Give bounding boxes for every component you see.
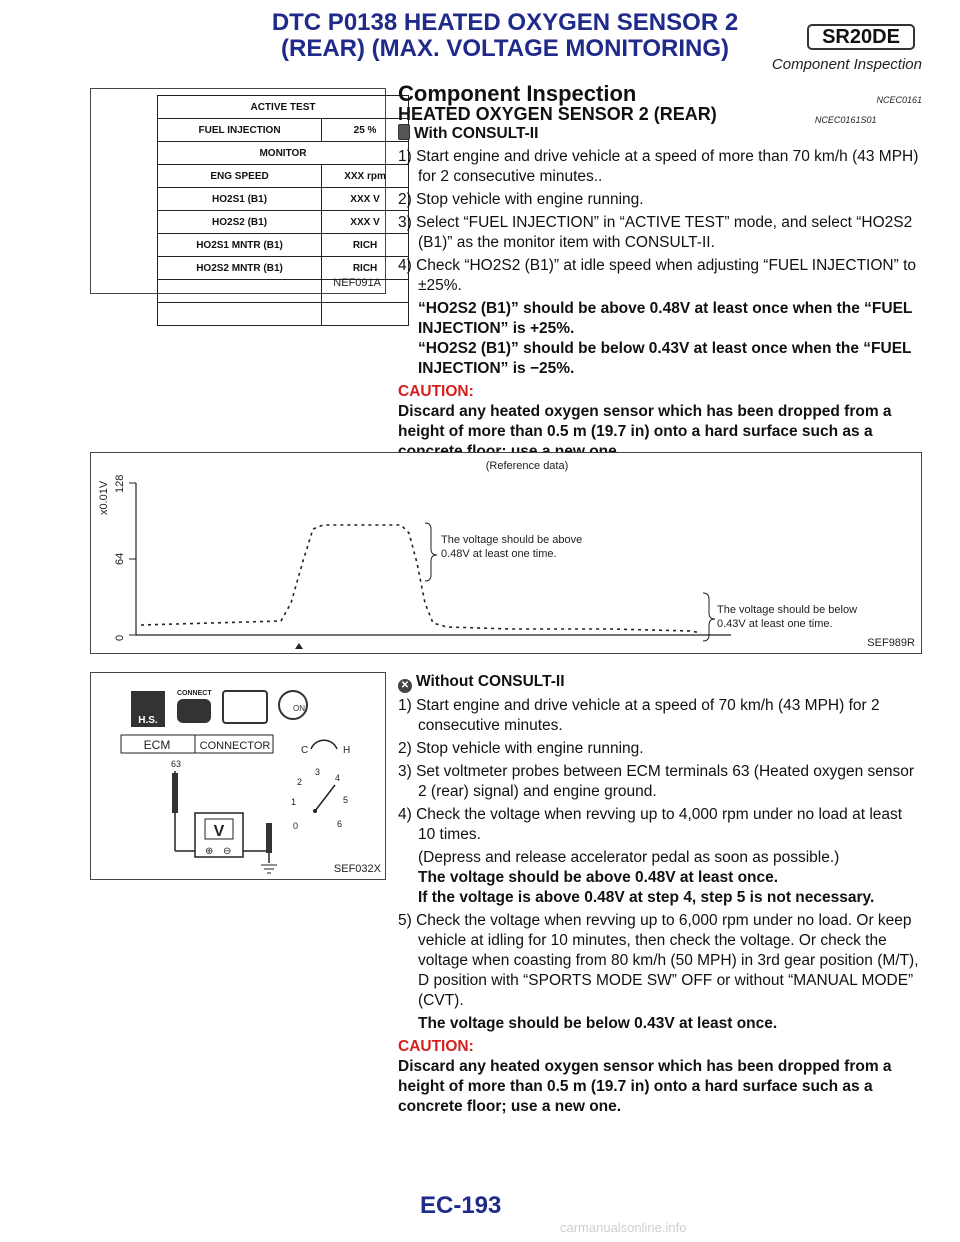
consult-cell: RICH <box>322 257 409 280</box>
probe-negative <box>266 823 272 853</box>
temp-gauge-h: H <box>343 745 351 756</box>
consult-table <box>157 95 409 326</box>
figure-voltmeter <box>90 672 386 880</box>
figure-consult-screen <box>90 88 386 294</box>
annotation-below-line2: 0.43V at least one time. <box>717 618 833 630</box>
step-2: 2) Stop vehicle with engine running. <box>398 740 644 757</box>
consult-row <box>158 188 409 211</box>
tacho-4: 4 <box>335 773 341 783</box>
marker-arrow <box>295 643 303 649</box>
consult-cell: 25 % <box>322 119 409 142</box>
step-4: 4) Check the voltage when revving up to 4,000 rpm under no load at least 10 times. <box>398 806 903 843</box>
section-code: NCEC0161 <box>876 95 922 105</box>
figure-id: SEF032X <box>333 863 381 875</box>
with-consult-label: With CONSULT-II <box>398 124 922 144</box>
temp-gauge-c: C <box>301 745 309 756</box>
caution-text: Discard any heated oxygen sensor which has been dropped from a height of more than 0.5 m (19.7 in) onto a hard surface such as a concrete floor; use a new one. <box>398 1058 892 1115</box>
hs-label: H.S. <box>138 715 158 726</box>
voltmeter-diagram <box>91 673 385 879</box>
ecm-label: ECM <box>143 738 171 752</box>
step-3: 3) Set voltmeter probes between ECM terminals 63 (Heated oxygen sensor 2 (rear) signal) and engine ground. <box>398 763 915 800</box>
connect-label: CONNECT <box>177 690 212 697</box>
consult-cell: RICH <box>322 234 409 257</box>
bracket-above <box>425 523 437 581</box>
step-4-spec: The voltage should be above 0.48V at least once. <box>418 869 779 886</box>
annotation-above-line2: 0.48V at least one time. <box>441 548 557 560</box>
y-tick-64: 64 <box>114 552 126 565</box>
voltmeter-v: V <box>213 823 225 840</box>
step-1: 1) Start engine and drive vehicle at a speed of 70 km/h (43 MPH) for 2 consecutive minutes. <box>398 697 880 734</box>
caution-label: CAUTION: <box>398 1038 474 1055</box>
consult-row <box>158 96 409 119</box>
consult-cell: XXX V <box>322 188 409 211</box>
caution-label: CAUTION: <box>398 383 474 400</box>
consult-cell: HO2S1 (B1) <box>158 188 322 211</box>
consult-row <box>158 142 409 165</box>
terminal-63-label: 63 <box>171 759 182 769</box>
section-heading: Component Inspection NCEC0161 <box>398 84 922 104</box>
consult-cell: FUEL INJECTION <box>158 119 322 142</box>
connector-plug-icon <box>177 699 211 723</box>
step-1: 1) Start engine and drive vehicle at a speed of more than 70 km/h (43 MPH) for 2 consecutive minutes.. <box>398 148 919 185</box>
page-number: EC-193 <box>420 1192 502 1219</box>
consult-cell: MONITOR <box>158 142 409 165</box>
probe-positive <box>172 773 178 813</box>
step-5: 5) Check the voltage when revving up to 6,000 rpm under no load. Or keep vehicle at idling for 10 minutes, then check the voltage. Or check the voltage when coasting from 80 km/h (50 MPH) in 3rd gear position (M/T), D position with “SPORTS MODE SW” OFF or without “MANUAL MODE” (CVT). <box>398 912 919 1009</box>
annotation-below-line1: The voltage should be below <box>717 604 858 616</box>
voltmeter-minus: ⊖ <box>223 846 232 857</box>
figure-id: NEF091A <box>333 277 381 289</box>
voltage-trace <box>141 525 701 633</box>
step-4-skip-note: If the voltage is above 0.48V at step 4, step 5 is not necessary. <box>418 889 875 906</box>
consult-row <box>158 165 409 188</box>
voltage-waveform-chart <box>91 453 921 653</box>
page-title <box>210 10 800 62</box>
consult-row <box>158 119 409 142</box>
consult-cell: HO2S2 MNTR (B1) <box>158 257 322 280</box>
page-title-line1: DTC P0138 HEATED OXYGEN SENSOR 2 <box>271 9 739 36</box>
consult-cell: ACTIVE TEST <box>158 96 409 119</box>
consult-row <box>158 234 409 257</box>
consult-row <box>158 211 409 234</box>
section-consult <box>398 81 922 462</box>
figure-reference-chart <box>90 452 922 654</box>
y-tick-128: 128 <box>114 474 126 493</box>
tacho-1: 1 <box>291 797 297 807</box>
consult-icon <box>398 124 410 140</box>
chart-title: (Reference data) <box>485 460 569 472</box>
step-2: 2) Stop vehicle with engine running. <box>398 191 644 208</box>
watermark: carmanualsonline.info <box>560 1220 687 1235</box>
step-3: 3) Select “FUEL INJECTION” in “ACTIVE TEST” mode, and select “HO2S2 (B1)” as the monitor item with CONSULT-II. <box>398 214 913 251</box>
page-subtitle: Component Inspection <box>771 56 922 73</box>
tacho-hub <box>313 809 317 813</box>
bracket-below <box>703 593 715 641</box>
y-tick-0: 0 <box>114 634 126 641</box>
step-4-note: (Depress and release accelerator pedal as soon as possible.) <box>418 849 840 866</box>
engine-icon <box>223 691 267 723</box>
consult-cell <box>158 303 322 326</box>
consult-cell: HO2S1 MNTR (B1) <box>158 234 322 257</box>
consult-cell <box>322 303 409 326</box>
ignition-on-label: ON <box>293 704 305 713</box>
subsection-heading: HEATED OXYGEN SENSOR 2 (REAR) NCEC0161S01 <box>398 104 922 124</box>
voltmeter-plus: ⊕ <box>205 846 214 857</box>
engine-badge: SR20DE <box>807 24 915 50</box>
step-5-spec: The voltage should be below 0.43V at least once. <box>418 1015 778 1032</box>
annotation-above-line1: The voltage should be above <box>441 534 583 546</box>
subsection-code: NCEC0161S01 <box>814 115 877 125</box>
without-consult-label: ✕ Without CONSULT-II <box>398 672 922 693</box>
caution-text: Discard any heated oxygen sensor which has been dropped from a height of more than 0.5 m (19.7 in) onto a hard surface such as a <box>398 403 892 440</box>
step-4: 4) Check “HO2S2 (B1)” at idle speed when adjusting “FUEL INJECTION” to ±25%. <box>398 257 917 294</box>
consult-row <box>158 303 409 326</box>
consult-cell: HO2S2 (B1) <box>158 211 322 234</box>
temp-gauge-icon <box>311 740 337 749</box>
tacho-2: 2 <box>297 777 303 787</box>
section-no-consult <box>398 672 922 1117</box>
no-consult-icon: ✕ <box>398 679 412 693</box>
page-title-line2: (REAR) (MAX. VOLTAGE MONITORING) <box>281 35 729 62</box>
tacho-3: 3 <box>315 767 321 777</box>
figure-id: SEF989R <box>867 637 915 649</box>
y-axis-unit: x0.01V <box>98 480 110 515</box>
spec-note-below: “HO2S2 (B1)” should be below 0.43V at least once when the “FUEL INJECTION” is −25%. <box>418 340 912 377</box>
tacho-5: 5 <box>343 795 349 805</box>
consult-cell <box>158 280 322 303</box>
connector-label: CONNECTOR <box>199 740 271 752</box>
spec-note-above: “HO2S2 (B1)” should be above 0.48V at least once when the “FUEL INJECTION” is +25%. <box>418 300 913 337</box>
tacho-6: 6 <box>337 819 343 829</box>
consult-cell: XXX V <box>322 211 409 234</box>
tacho-needle <box>315 785 335 811</box>
consult-cell: ENG SPEED <box>158 165 322 188</box>
tacho-0: 0 <box>293 821 299 831</box>
consult-cell: XXX rpm <box>322 165 409 188</box>
